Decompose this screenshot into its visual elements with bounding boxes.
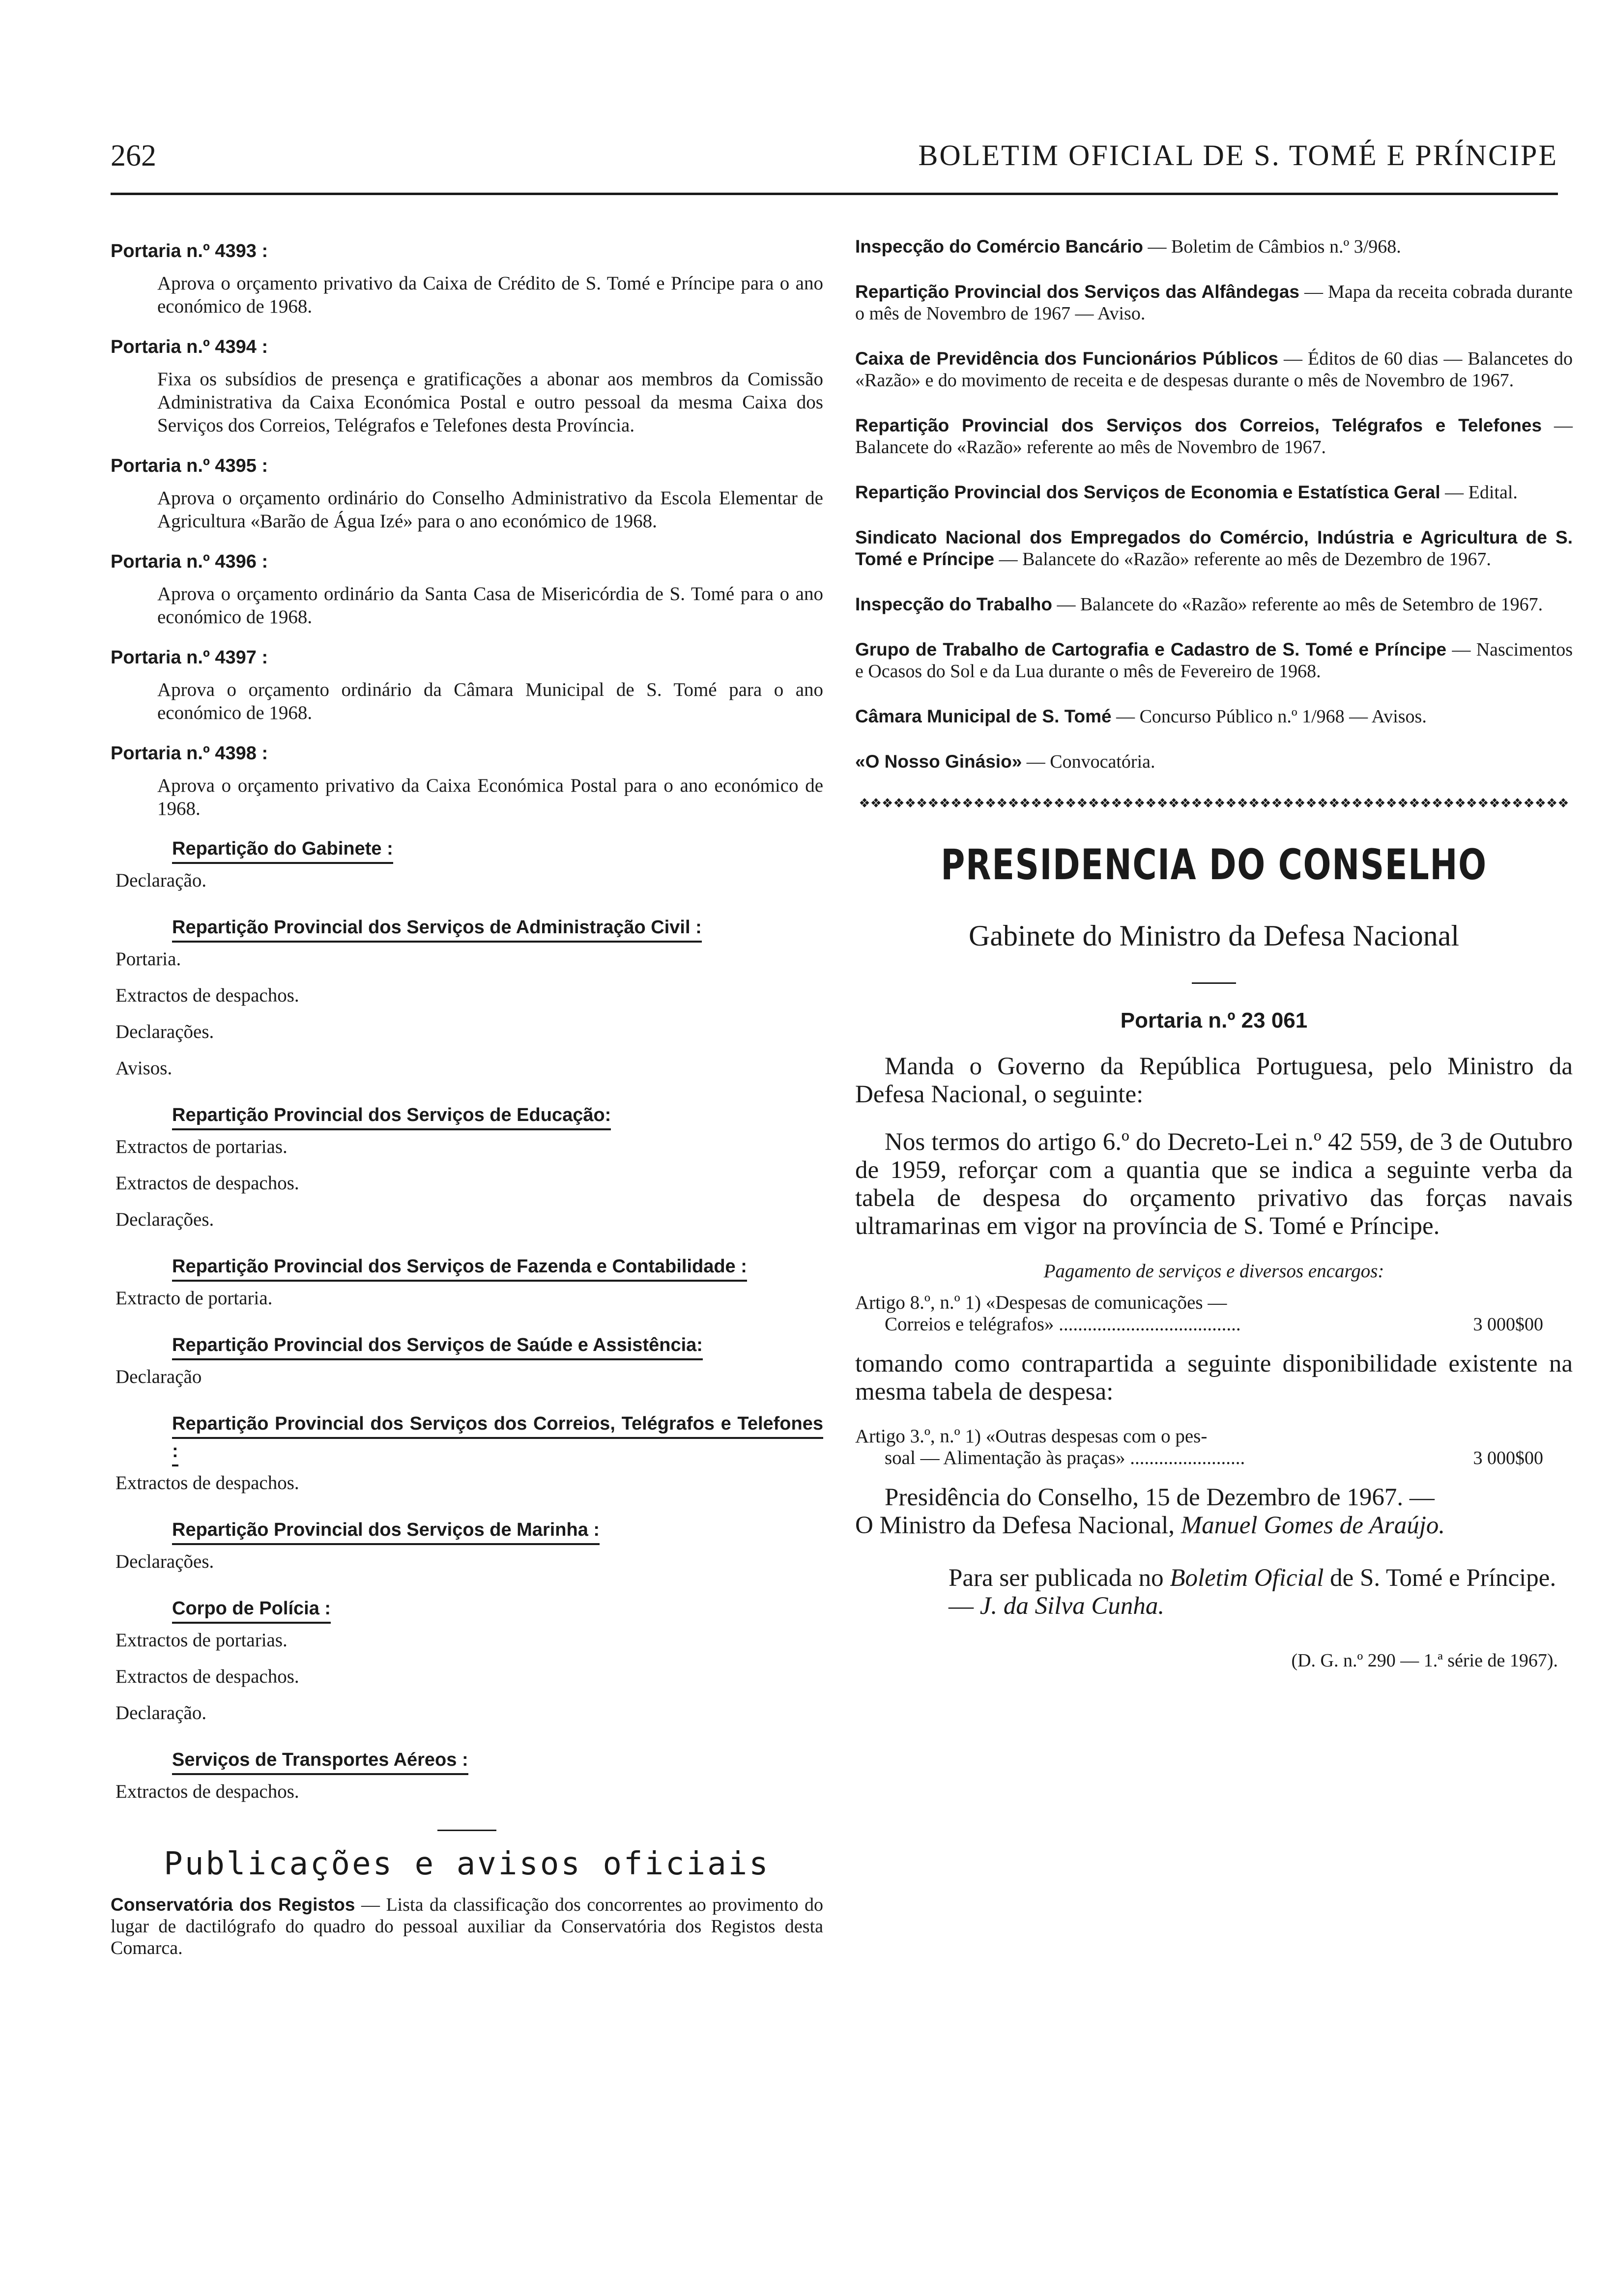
presidency-title: PRESIDENCIA DO CONSELHO [941,840,1487,890]
list-item: Portaria. [115,948,181,970]
artigo-line: Correios e telégrafos» ...................................... [885,1314,1241,1335]
section-heading [172,1595,823,1622]
entry-text: — Nascimentos e Ocasos do Sol e da Lua durante o mês de Fevereiro de 1968. [855,639,1573,682]
section-heading [172,1331,823,1359]
running-title: BOLETIM OFICIAL DE S. TOMÉ E PRÍNCIPE [918,139,1558,172]
list-item: Extractos de portarias. [115,1630,288,1651]
artigo-entry [855,1426,1573,1469]
summary-entry [855,751,1573,773]
publication-source: Conservatória dos Registos [111,1894,355,1915]
portaria-title: Portaria n.º 4396 : [111,551,268,572]
list-item: Extractos de despachos. [115,985,299,1006]
signoff-line: Presidência do Conselho, 15 de Dezembro de 1967. — [885,1484,1435,1511]
portaria-title: Portaria n.º 4398 : [111,743,268,764]
section-listing [111,835,823,1810]
summary-entry [855,639,1573,682]
paragraph-decree: Nos termos do artigo 6.º do Decreto-Lei n.º 42 559, de 3 de Outubro de 1959, reforçar com a quantia que se indica a seguinte verba da tabela de despesa do orçamento privativo das forças navais ultramarinas em vigor na província de S. Tomé e Príncipe. [855,1128,1573,1240]
section-heading [172,1253,823,1280]
section-heading [172,1516,823,1544]
entry-text: — Mapa da receita cobrada durante o mês de Novembro de 1967 — Aviso. [855,282,1573,324]
publications-list [111,1894,823,1959]
entry-source: Repartição Provincial dos Serviços de Economia e Estatística Geral [855,482,1440,502]
list-item: Extractos de despachos. [115,1666,299,1687]
list-item: Declarações. [115,1021,214,1042]
section-heading-text: Repartição Provincial dos Serviços de Fazenda e Contabilidade : [172,1256,747,1282]
summary-entry [855,348,1573,391]
section-heading-text: Serviços de Transportes Aéreos : [172,1750,468,1775]
portaria-text: Aprova o orçamento ordinário do Conselho Administrativo da Escola Elementar de Agricultura «Barão de Água Izé» para o ano económico de 1968. [157,488,823,532]
list-item: Declaração [115,1366,202,1387]
summary-entry [855,415,1573,458]
portaria-title: Portaria n.º 4395 : [111,456,268,476]
artigo-line: Artigo 8.º, n.º 1) «Despesas de comunicações — [855,1292,1227,1313]
summary-entry [855,527,1573,570]
pub-note-italic: Boletim Oficial [1170,1564,1324,1592]
artigo-entry [855,1292,1573,1335]
portaria-title: Portaria n.º 4397 : [111,647,268,668]
cabinet-title: Gabinete do Ministro da Defesa Nacional [969,919,1459,952]
section-heading-text: Repartição Provincial dos Serviços de Marinha : [172,1520,600,1545]
entry-source: Câmara Municipal de S. Tomé [855,706,1112,726]
summary-entry [855,706,1573,727]
portaria-text: Aprova o orçamento privativo da Caixa Económica Postal para o ano económico de 1968. [157,775,823,819]
entry-source: Sindicato Nacional dos Empregados do Comércio, Indústria e Agricultura de S. Tomé e Príncipe [855,527,1573,569]
entry-text: — Boletim de Câmbios n.º 3/968. [1143,236,1401,257]
list-item: Extractos de portarias. [115,1136,288,1157]
signoff [855,1484,1573,1540]
divider [1192,982,1236,984]
section-heading [172,914,823,941]
list-item: Declaração. [115,870,207,891]
section-heading [172,1410,823,1465]
section-heading [172,835,823,862]
publication-text: — Lista da classificação dos concorrentes ao provimento do lugar de dactilógrafo do quadro do pessoal auxiliar da Conservatória dos Registos desta Comarca. [111,1894,823,1958]
entry-text: — Edital. [1440,482,1518,503]
portaria-text: Aprova o orçamento privativo da Caixa de Crédito de S. Tomé e Príncipe para o ano económico de 1968. [157,273,823,317]
dg-reference: (D. G. n.º 290 — 1.ª série de 1967). [1291,1650,1558,1671]
portaria-summaries [111,241,823,820]
expense-heading: Pagamento de serviços e diversos encargos: [1043,1261,1384,1282]
entry-source: «O Nosso Ginásio» [855,751,1022,772]
ornamental-rule: ❖❖❖❖❖❖❖❖❖❖❖❖❖❖❖❖❖❖❖❖❖❖❖❖❖❖❖❖❖❖❖❖❖❖❖❖❖❖❖❖❖❖❖❖❖❖❖❖❖❖❖❖❖❖❖❖❖❖❖❖❖❖ [859,796,1569,810]
entry-source: Repartição Provincial dos Serviços das Alfândegas [855,282,1299,302]
section-heading-text: Repartição Provincial dos Serviços de Educação: [172,1105,611,1130]
list-item: Declaração. [115,1702,207,1723]
left-column [111,241,823,1959]
section-heading-text: Repartição Provincial dos Serviços dos Correios, Telégrafos e Telefones : [172,1413,823,1466]
portaria-text: Aprova o orçamento ordinário da Santa Casa de Misericórdia de S. Tomé para o ano económico de 1968. [157,583,823,628]
right-column [855,236,1573,1671]
publication-note [949,1564,1573,1620]
portaria-title: Portaria n.º 4394 : [111,337,268,357]
portaria-title: Portaria n.º 23 061 [1120,1008,1308,1033]
section-heading-text: Corpo de Polícia : [172,1598,331,1624]
pub-note-text: de S. Tomé e Príncipe. — [949,1564,1556,1620]
section-heading [172,1101,823,1129]
entry-source: Inspecção do Comércio Bancário [855,236,1144,257]
paragraph-contrapartida: tomando como contrapartida a seguinte disponibilidade existente na mesma tabela de despesa: [855,1350,1573,1406]
list-item: Extracto de portaria. [115,1288,273,1309]
entry-source: Inspecção do Trabalho [855,594,1052,614]
list-item: Declarações. [115,1209,214,1230]
list-item: Extractos de despachos. [115,1472,299,1493]
page-number: 262 [111,139,156,172]
entry-source: Grupo de Trabalho de Cartografia e Cadastro de S. Tomé e Príncipe [855,639,1447,660]
summary-entry [855,236,1573,258]
pub-note-name: J. da Silva Cunha. [979,1592,1165,1620]
section-heading-text: Repartição Provincial dos Serviços de Saúde e Assistência: [172,1335,703,1360]
portaria-text: Aprova o orçamento ordinário da Câmara Municipal de S. Tomé para o ano económico de 1968. [157,679,823,723]
entry-text: — Convocatória. [1022,751,1155,772]
list-item: Extractos de despachos. [115,1173,299,1194]
entry-text: — Balancete do «Razão» referente ao mês de Dezembro de 1967. [994,549,1491,570]
signoff-line [855,1512,1573,1540]
artigo-line: soal — Alimentação às praças» ........................ [885,1447,1245,1468]
entry-text: — Éditos de 60 dias — Balancetes do «Razão» e do movimento de receita e de despesas durante o mês de Novembro de 1967. [855,348,1573,391]
portaria-title: Portaria n.º 4393 : [111,241,268,261]
pub-note-text: Para ser publicada no [949,1564,1170,1592]
divider [437,1830,496,1831]
list-item: Declarações. [115,1551,214,1572]
list-item: Avisos. [115,1058,173,1079]
summary-entry [855,281,1573,324]
artigo-amount: 3 000$00 [1473,1314,1543,1335]
summary-entries [855,236,1573,773]
paragraph-preamble: Manda o Governo da República Portuguesa, pelo Ministro da Defesa Nacional, o seguinte: [855,1053,1573,1108]
header-rule [111,193,1558,195]
artigo-amount: 3 000$00 [1473,1448,1543,1468]
portaria-text: Fixa os subsídios de presença e gratificações a abonar aos membros da Comissão Administrativa da Caixa Económica Postal e outro pessoal da mesma Caixa dos Serviços dos Correios, Telégrafos e Telefones desta Província. [157,369,823,436]
publications-title: Publicações e avisos oficiais [164,1846,770,1882]
signoff-text: O Ministro da Defesa Nacional, [855,1512,1181,1539]
artigo-line: Artigo 3.º, n.º 1) «Outras despesas com o pes- [855,1426,1208,1447]
entry-text: — Balancete do «Razão» referente ao mês de Setembro de 1967. [1052,594,1543,615]
entry-text: — Concurso Público n.º 1/968 — Avisos. [1111,706,1427,727]
list-item: Extractos de despachos. [115,1781,299,1802]
summary-entry [855,482,1573,503]
section-heading [172,1746,823,1774]
entry-source: Caixa de Previdência dos Funcionários Públicos [855,348,1278,369]
signoff-name: Manuel Gomes de Araújo. [1180,1512,1445,1539]
entry-text: — Balancete do «Razão» referente ao mês de Novembro de 1967. [855,415,1573,458]
summary-entry [855,594,1573,615]
publication-entry [111,1894,823,1959]
section-heading-text: Repartição Provincial dos Serviços de Administração Civil : [172,917,702,943]
section-heading-text: Repartição do Gabinete : [172,838,393,864]
entry-source: Repartição Provincial dos Serviços dos Correios, Telégrafos e Telefones [855,415,1542,435]
